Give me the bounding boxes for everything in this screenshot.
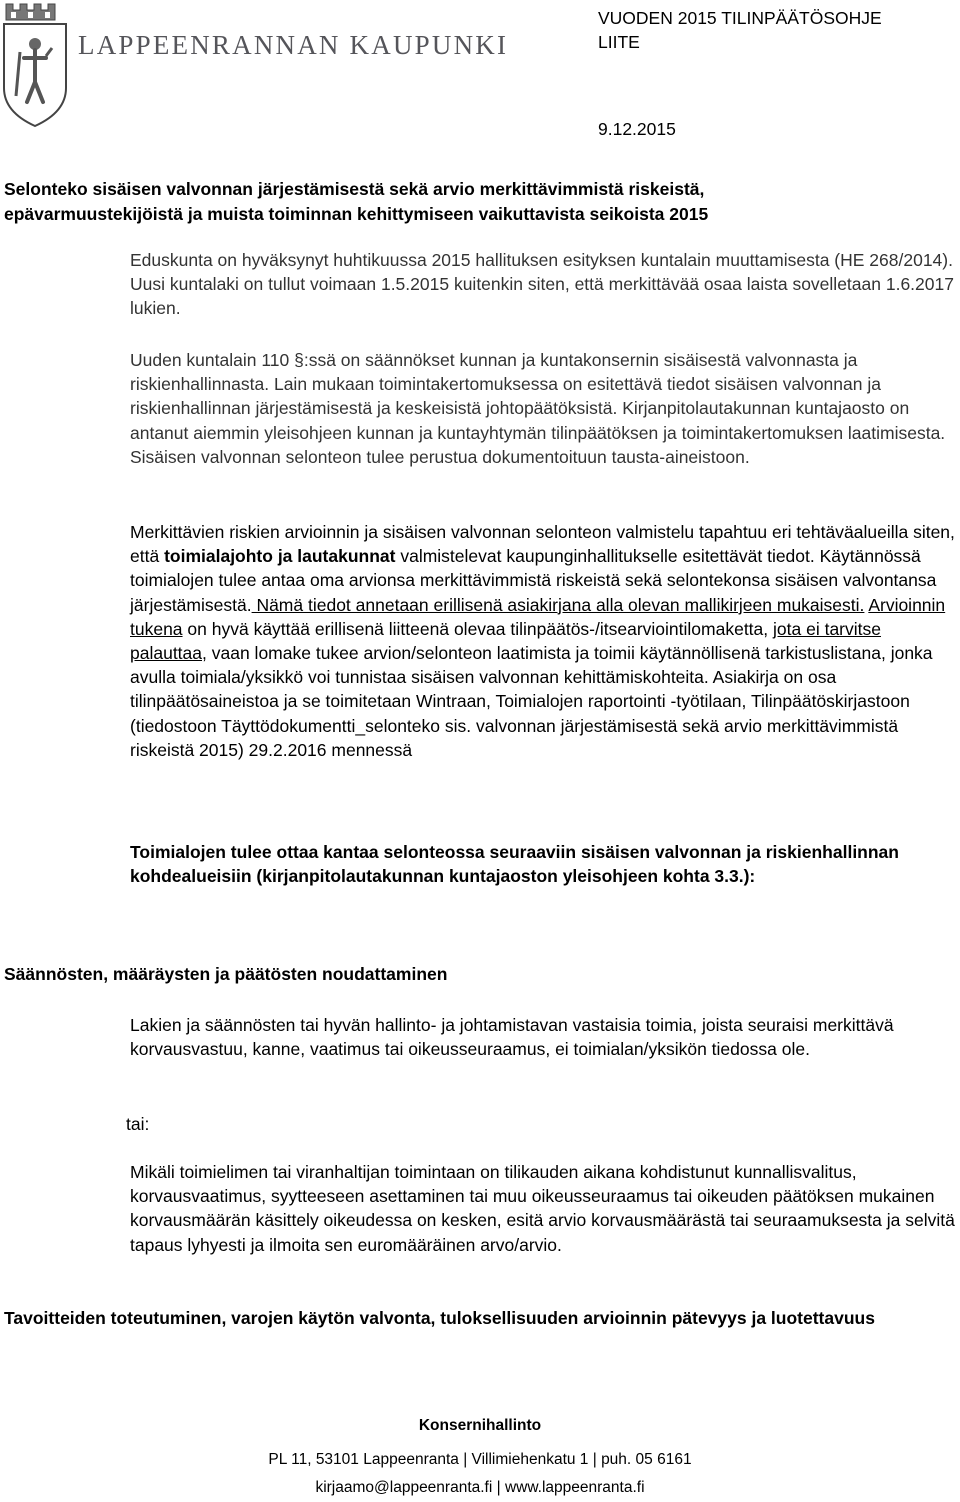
document-title-line1: Selonteko sisäisen valvonnan järjestämisestä sekä arvio merkittävimmistä riskeistä, xyxy=(4,179,705,199)
footer-address: PL 11, 53101 Lappeenranta | Villimiehenkatu 1 | puh. 05 6161 xyxy=(268,1451,692,1468)
main-text-1: Merkittävien riskien arvioinnin ja sisäisen valvonnan selonteon valmistelu tapahtuu eri tehtäväalueilla siten, että xyxy=(130,522,955,567)
coat-of-arms-icon xyxy=(0,0,72,132)
document-type xyxy=(598,6,882,54)
document-date: 9.12.2015 xyxy=(598,119,676,139)
organization-name: LAPPEENRANNAN KAUPUNKI xyxy=(78,30,509,60)
footer-unit: Konsernihallinto xyxy=(418,1417,542,1434)
main-paragraph xyxy=(130,520,960,762)
section-2-heading: Tavoitteiden toteutuminen, varojen käytön valvonta, tuloksellisuuden arvioinnin pätevyys ja luotettavuus xyxy=(4,1308,875,1328)
main-text-underlined-3: jota ei tarvitse palauttaa xyxy=(130,618,881,664)
footer-contact: kirjaamo@lappeenranta.fi | www.lappeenranta.fi xyxy=(315,1479,645,1496)
or-label: tai: xyxy=(126,1114,150,1134)
header-logo xyxy=(0,0,72,137)
document-type-line2: LIITE xyxy=(598,32,640,52)
section-1-option-1: Lakien ja säännösten tai hyvän hallinto- ja johtamistavan vastaisia toimia, joista seuraisi merkittävä korvausvastuu, kanne, vaatimus tai oikeusseuraamus, ei toimialan/yksikön tiedossa ole. xyxy=(130,1015,894,1060)
document-title xyxy=(4,177,944,227)
main-text-5: , vaan lomake tukee arvion/selonteon laatimista ja toimii käytännöllisenä tarkistuslistana, jonka avulla toimiala/yksikkö voi tunnistaa sisäisen valvonnan kehittämiskohteita. Asiakirja on osa tilinpäätösaineistoa ja se toimitetaan Wintraan, Toimialojen raportointi -työtilaan, Tilinpäätöskirjastoon (tiedostoon Täyttödokumentti_selonteko sis. valvonnan järjestämisestä sekä arvio merkittävimmistä riskeistä 2015) 29.2.2016 mennessä xyxy=(130,643,933,760)
section-1-option-2: Mikäli toimielimen tai viranhaltijan toimintaan on tilikauden aikana kohdistunut kunnallisvalitus, korvausvaatimus, syytteeseen asettaminen tai muu oikeusseuraamus tai oikeuden päätöksen mukainen korvausmäärän käsittely oikeudessa on kesken, esitä arvio korvausmäärästä tai seuraamuksesta ja selvitä tapaus lyhyesti ja ilmoita sen euromääräinen arvo/arvio. xyxy=(130,1162,955,1255)
document-type-line1: VUODEN 2015 TILINPÄÄTÖSOHJE xyxy=(598,8,882,28)
instruction-text: Toimialojen tulee ottaa kantaa selonteossa seuraaviin sisäisen valvonnan ja riskienhallinnan kohdealueisiin (kirjanpitolautakunnan kuntajaoston yleisohjeen kohta 3.3.): xyxy=(130,842,899,887)
main-text-underlined-1: Nämä tiedot annetaan erillisenä asiakirjana alla olevan mallikirjeen mukaisesti. xyxy=(251,594,865,615)
main-text-4: on hyvä käyttää erillisenä liitteenä olevaa tilinpäätös-/itsearviointilomaketta, xyxy=(182,618,774,639)
document-title-line2: epävarmuustekijöistä ja muista toiminnan kehittymiseen vaikuttavista seikoista 2015 xyxy=(4,204,709,224)
intro-paragraph-1: Eduskunta on hyväksynyt huhtikuussa 2015 hallituksen esityksen kuntalain muuttamisesta (HE 268/2014). Uusi kuntalaki on tullut voimaan 1.5.2015 kuitenkin siten, että merkittävää osaa laista sovelletaan 1.6.2017 lukien. xyxy=(130,250,954,319)
section-1-heading: Säännösten, määräysten ja päätösten noudattaminen xyxy=(4,964,448,984)
main-text-bold: toimialajohto ja lautakunnat xyxy=(164,546,396,567)
intro-paragraph-2: Uuden kuntalain 110 §:ssä on säännökset kunnan ja kuntakonsernin sisäisestä valvonnasta ja riskienhallinnasta. Lain mukaan toimintakertomuksessa on esitettävä tiedot sisäisen valvonnan ja riskienhallinnan järjestämisestä ja keskeisistä johtopäätöksistä. Kirjanpitolautakunnan kuntajaosto on antanut aiemmin yleisohjeen kunnan ja kuntayhtymän tilinpäätöksen ja toimintakertomuksen laatimisesta. Sisäisen valvonnan selonteon tulee perustua dokumentoituun tausta-aineistoon. xyxy=(130,350,946,467)
main-text-2: valmistelevat kaupunginhallitukselle esitettävät tiedot. Käytännössä toimialojen tulee antaa oma arvionsa merkittävimmistä riskeistä sekä selontekonsa sisäisen valvontansa järjestämisestä. xyxy=(130,546,937,615)
main-text-underlined-2: Arvioinnin tukena xyxy=(130,594,946,639)
